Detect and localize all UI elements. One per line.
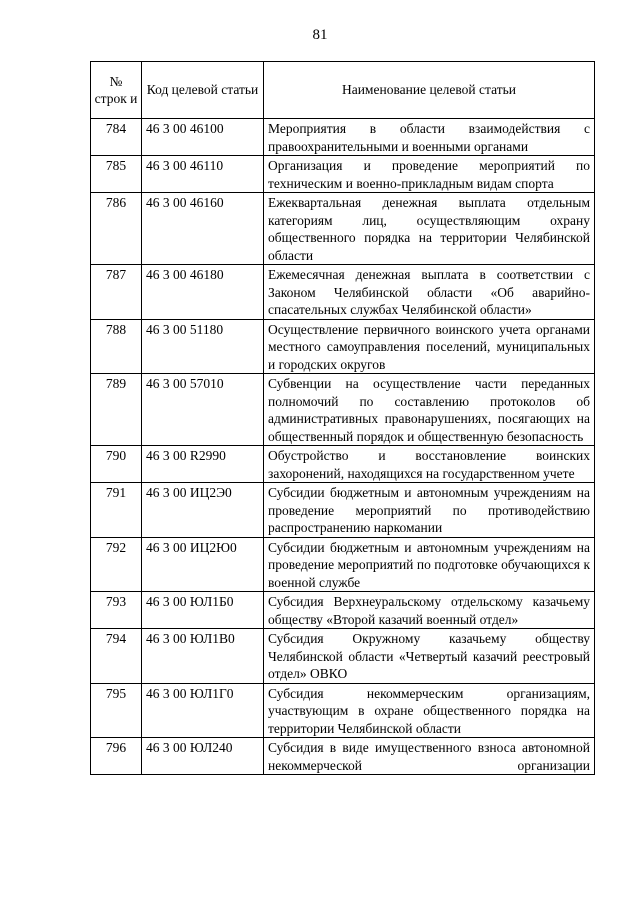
row-number: 796	[91, 738, 142, 775]
row-name: Субсидии бюджетным и автономным учреждениям на проведение мероприятий по противодействию распространению наркомании	[264, 483, 595, 538]
row-number: 784	[91, 119, 142, 156]
table-row	[91, 537, 595, 592]
row-code: 46 3 00 ЮЛ1В0	[142, 629, 264, 684]
page-number: 81	[312, 27, 328, 43]
table-row	[91, 265, 595, 320]
header-name: Наименование целевой статьи	[264, 62, 595, 119]
row-code: 46 3 00 ЮЛ240	[142, 738, 264, 775]
row-name: Мероприятия в области взаимодействия с правоохранительными и военными органами	[264, 119, 595, 156]
table-row	[91, 319, 595, 374]
row-code: 46 3 00 46110	[142, 156, 264, 193]
row-code: 46 3 00 46160	[142, 193, 264, 265]
table-row	[91, 374, 595, 446]
row-number: 792	[91, 537, 142, 592]
row-name: Осуществление первичного воинского учета органами местного самоуправления поселений, муниципальных и городских округов	[264, 319, 595, 374]
row-name: Организация и проведение мероприятий по техническим и военно-прикладным видам спорта	[264, 156, 595, 193]
row-name: Субсидии бюджетным и автономным учреждениям на проведение мероприятий по подготовке обучающихся к военной службе	[264, 537, 595, 592]
target-articles-table	[90, 61, 595, 775]
row-number: 795	[91, 683, 142, 738]
row-name: Обустройство и восстановление воинских захоронений, находящихся на государственном учете	[264, 446, 595, 483]
header-row-number: № строк и	[91, 62, 142, 119]
table-row	[91, 119, 595, 156]
row-number: 788	[91, 319, 142, 374]
row-code: 46 3 00 ИЦ2Ю0	[142, 537, 264, 592]
row-code: 46 3 00 R2990	[142, 446, 264, 483]
row-number: 791	[91, 483, 142, 538]
row-number: 793	[91, 592, 142, 629]
table-row	[91, 483, 595, 538]
row-code: 46 3 00 ЮЛ1Б0	[142, 592, 264, 629]
row-name: Субсидия Окружному казачьему обществу Челябинской области «Четвертый казачий реестровый отдел» ОВКО	[264, 629, 595, 684]
row-code: 46 3 00 46100	[142, 119, 264, 156]
row-name: Субсидия Верхнеуральскому отдельскому казачьему обществу «Второй казачий военный отдел»	[264, 592, 595, 629]
header-code: Код целевой статьи	[142, 62, 264, 119]
row-name: Субсидия в виде имущественного взноса автономной некоммерческой организации	[264, 738, 595, 775]
table-row	[91, 629, 595, 684]
row-code: 46 3 00 51180	[142, 319, 264, 374]
table-row	[91, 738, 595, 775]
row-code: 46 3 00 ИЦ2Э0	[142, 483, 264, 538]
table-row	[91, 193, 595, 265]
row-name: Субвенции на осуществление части переданных полномочий по составлению протоколов об административных правонарушениях, посягающих на общественный порядок и общественную безопасность	[264, 374, 595, 446]
row-code: 46 3 00 57010	[142, 374, 264, 446]
table-row	[91, 683, 595, 738]
row-number: 785	[91, 156, 142, 193]
row-number: 790	[91, 446, 142, 483]
row-number: 789	[91, 374, 142, 446]
table-row	[91, 156, 595, 193]
row-code: 46 3 00 ЮЛ1Г0	[142, 683, 264, 738]
row-code: 46 3 00 46180	[142, 265, 264, 320]
row-number: 786	[91, 193, 142, 265]
row-name: Субсидия некоммерческим организациям, участвующим в охране общественного порядка на территории Челябинской области	[264, 683, 595, 738]
row-name: Ежемесячная денежная выплата в соответствии с Законом Челябинской области «Об аварийно-спасательных службах Челябинской области»	[264, 265, 595, 320]
table-row	[91, 592, 595, 629]
row-name: Ежеквартальная денежная выплата отдельным категориям лиц, осуществляющим охрану общественного порядка на территории Челябинской области	[264, 193, 595, 265]
row-number: 787	[91, 265, 142, 320]
row-number: 794	[91, 629, 142, 684]
table-header-row	[91, 62, 595, 119]
table-row	[91, 446, 595, 483]
